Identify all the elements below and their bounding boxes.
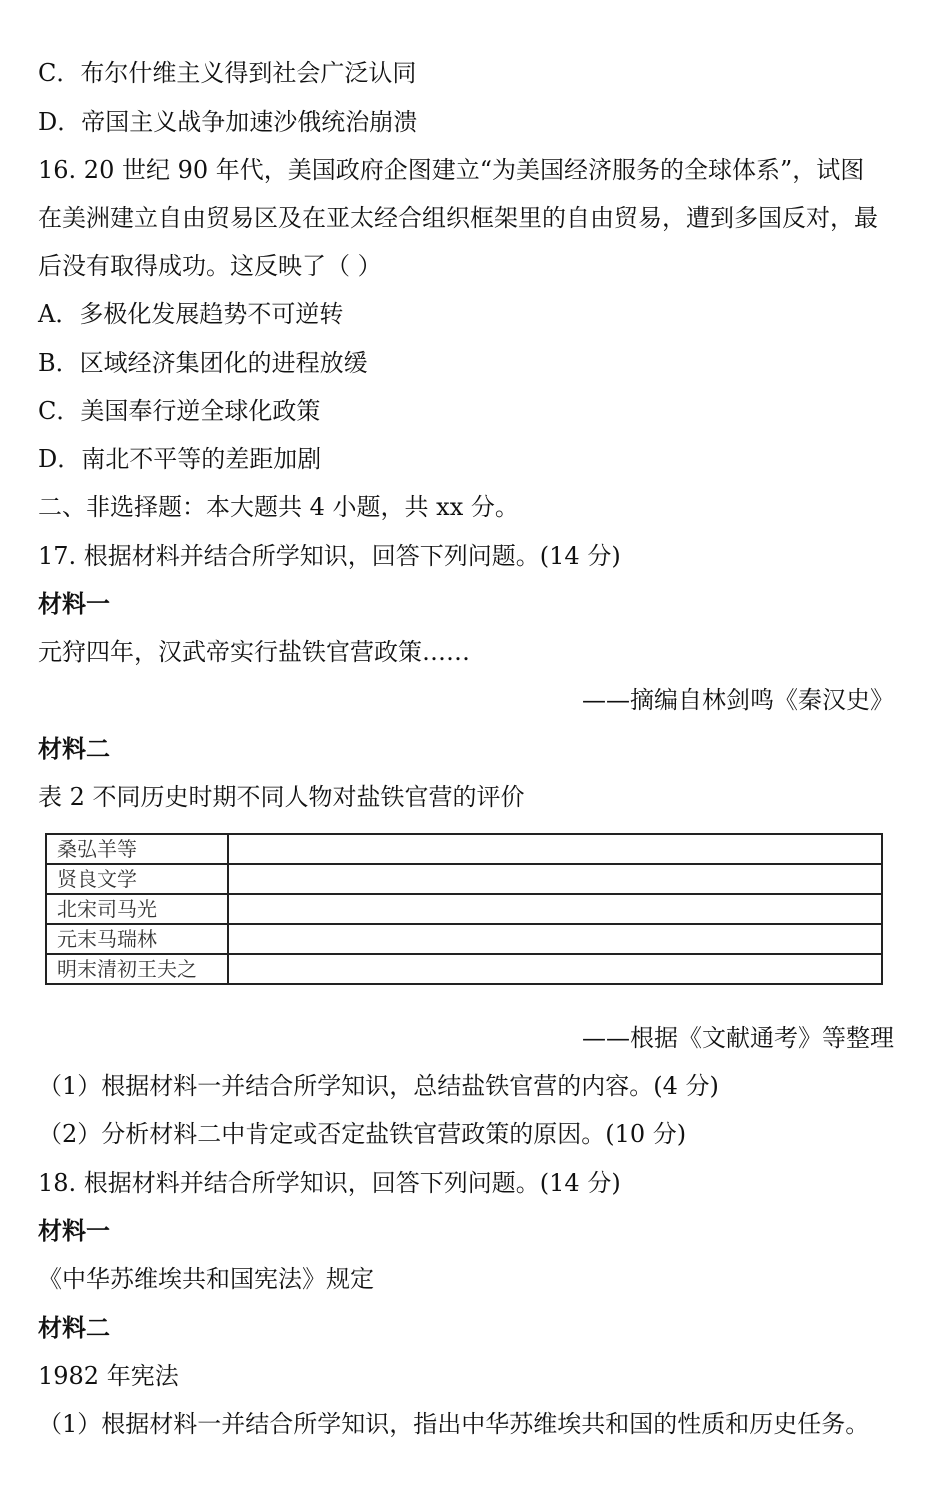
person-cell: 贤良文学 bbox=[46, 864, 228, 894]
evaluation-cell bbox=[228, 864, 882, 894]
q15-option-c: C．布尔什维主义得到社会广泛认同 bbox=[38, 59, 417, 87]
section-heading: 二、非选择题：本大题共 4 小题，共 xx 分。 bbox=[38, 493, 519, 521]
q16-stem-line-3: 后没有取得成功。这反映了（ ） bbox=[38, 252, 382, 280]
evaluation-cell bbox=[228, 924, 882, 954]
table-row bbox=[46, 894, 882, 924]
q17-material-2-title: 材料二 bbox=[38, 734, 110, 763]
q18-material-1-text: 《中华苏维埃共和国宪法》规定 bbox=[38, 1265, 374, 1293]
q18-stem: 18. 根据材料并结合所学知识，回答下列问题。(14 分) bbox=[38, 1169, 621, 1197]
person-cell: 桑弘羊等 bbox=[46, 834, 228, 864]
evaluation-cell bbox=[228, 954, 882, 984]
evaluation-cell bbox=[228, 894, 882, 924]
q17-sub-question-2: （2）分析材料二中肯定或否定盐铁官营政策的原因。(10 分) bbox=[38, 1120, 687, 1148]
table-row bbox=[46, 834, 882, 864]
table-row bbox=[46, 954, 882, 984]
person-cell: 明末清初王夫之 bbox=[46, 954, 228, 984]
q17-material-1-text: 元狩四年，汉武帝实行盐铁官营政策…… bbox=[38, 638, 470, 666]
q17-sub-question-1: （1）根据材料一并结合所学知识，总结盐铁官营的内容。(4 分) bbox=[38, 1072, 719, 1100]
q18-sub-question-1: （1）根据材料一并结合所学知识，指出中华苏维埃共和国的性质和历史任务。 bbox=[38, 1410, 870, 1438]
q16-option-a: A．多极化发展趋势不可逆转 bbox=[38, 300, 344, 328]
person-cell: 元末马瑞林 bbox=[46, 924, 228, 954]
table-caption: 表 2 不同历史时期不同人物对盐铁官营的评价 bbox=[38, 783, 525, 811]
q16-option-b: B．区域经济集团化的进程放缓 bbox=[38, 349, 368, 377]
q17-material-2-source: ——根据《文献通考》等整理 bbox=[582, 1024, 894, 1052]
table-row bbox=[46, 864, 882, 894]
q17-material-1-source: ——摘编自林剑鸣《秦汉史》 bbox=[582, 686, 894, 714]
q18-material-1-title: 材料一 bbox=[38, 1216, 110, 1245]
evaluation-table bbox=[45, 833, 883, 985]
q16-stem-line-1: 16. 20 世纪 90 年代，美国政府企图建立“为美国经济服务的全球体系”，试图 bbox=[38, 156, 865, 184]
q16-option-d: D．南北不平等的差距加剧 bbox=[38, 445, 322, 473]
q16-stem-line-2: 在美洲建立自由贸易区及在亚太经合组织框架里的自由贸易，遭到多国反对，最 bbox=[38, 204, 878, 232]
q18-material-2-text: 1982 年宪法 bbox=[38, 1362, 179, 1390]
q18-material-2-title: 材料二 bbox=[38, 1313, 110, 1342]
q16-option-c: C．美国奉行逆全球化政策 bbox=[38, 397, 321, 425]
person-cell: 北宋司马光 bbox=[46, 894, 228, 924]
table-row bbox=[46, 924, 882, 954]
q15-option-d: D．帝国主义战争加速沙俄统治崩溃 bbox=[38, 108, 418, 136]
q17-stem: 17. 根据材料并结合所学知识，回答下列问题。(14 分) bbox=[38, 542, 621, 570]
q17-material-1-title: 材料一 bbox=[38, 589, 110, 618]
evaluation-cell bbox=[228, 834, 882, 864]
